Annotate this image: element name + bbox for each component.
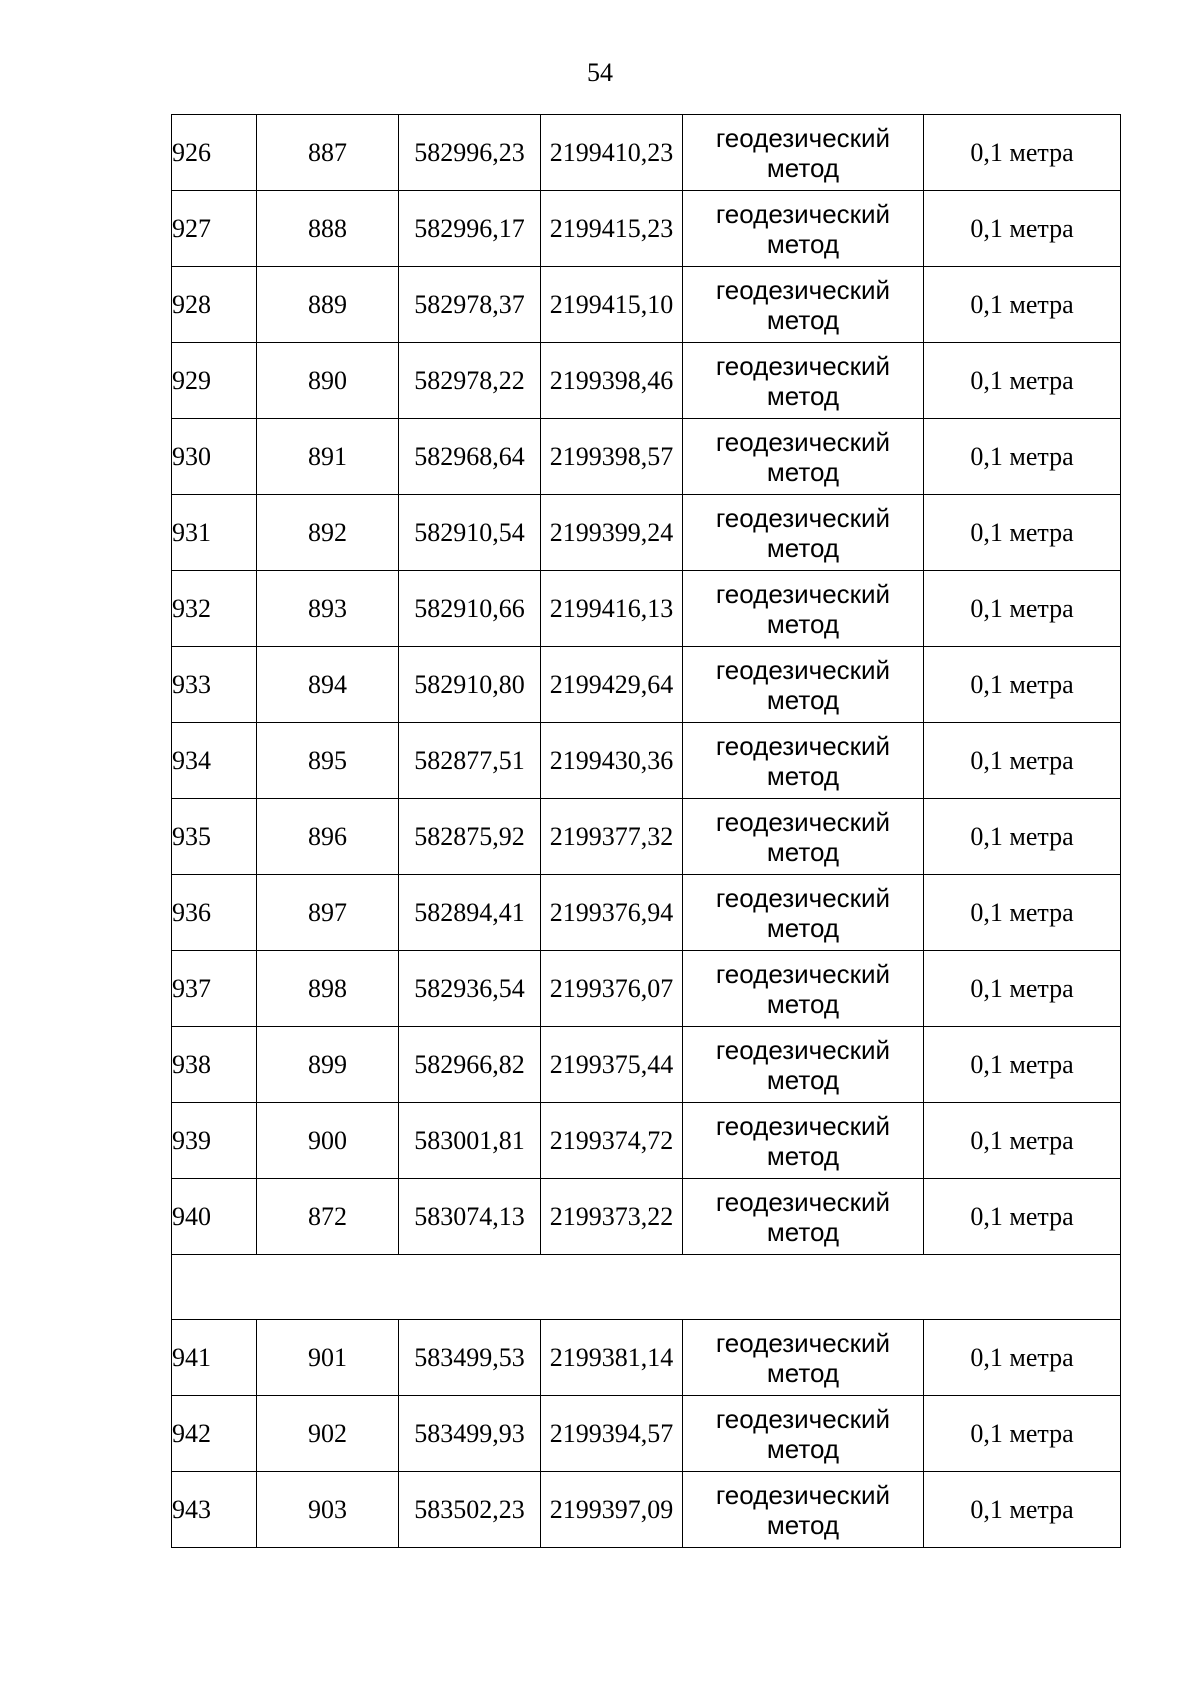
table-row (172, 1320, 1121, 1396)
determination-method (683, 1396, 924, 1472)
coordinate-y: 2199381,14 (541, 1320, 683, 1396)
table-row (172, 115, 1121, 191)
row-number: 934 (172, 723, 257, 799)
method-line-1: геодезический (715, 958, 891, 989)
point-number: 901 (257, 1320, 399, 1396)
method-line-1: геодезический (715, 1327, 891, 1358)
coordinate-y: 2199410,23 (541, 115, 683, 191)
point-number: 903 (257, 1472, 399, 1548)
row-number: 943 (172, 1472, 257, 1548)
page-number: 54 (587, 58, 613, 87)
coordinate-x: 583499,93 (399, 1396, 541, 1472)
method-line-2: метод (766, 1357, 840, 1388)
method-line-2: метод (766, 1140, 840, 1171)
table-row (172, 1396, 1121, 1472)
coordinate-y: 2199429,64 (541, 647, 683, 723)
row-number: 931 (172, 495, 257, 571)
separator-cell (172, 1255, 1121, 1320)
row-number: 933 (172, 647, 257, 723)
determination-method (683, 191, 924, 267)
method-line-2: метод (766, 1064, 840, 1095)
method-line-1: геодезический (715, 654, 891, 685)
coordinate-y: 2199398,46 (541, 343, 683, 419)
method-line-1: геодезический (715, 806, 891, 837)
row-number: 932 (172, 571, 257, 647)
coordinate-x: 583502,23 (399, 1472, 541, 1548)
point-number: 897 (257, 875, 399, 951)
method-line-1: геодезический (715, 1186, 891, 1217)
method-line-1: геодезический (715, 274, 891, 305)
coordinate-x: 582877,51 (399, 723, 541, 799)
row-number: 938 (172, 1027, 257, 1103)
point-number: 898 (257, 951, 399, 1027)
method-line-2: метод (766, 456, 840, 487)
point-number: 892 (257, 495, 399, 571)
row-number: 927 (172, 191, 257, 267)
determination-method (683, 343, 924, 419)
accuracy: 0,1 метра (924, 951, 1121, 1027)
row-number: 937 (172, 951, 257, 1027)
table-row (172, 723, 1121, 799)
coordinate-y: 2199373,22 (541, 1179, 683, 1255)
accuracy: 0,1 метра (924, 1320, 1121, 1396)
accuracy: 0,1 метра (924, 647, 1121, 723)
point-number: 890 (257, 343, 399, 419)
point-number: 895 (257, 723, 399, 799)
point-number: 896 (257, 799, 399, 875)
determination-method (683, 723, 924, 799)
accuracy: 0,1 метра (924, 343, 1121, 419)
method-line-1: геодезический (715, 1403, 891, 1434)
method-line-1: геодезический (715, 1479, 891, 1510)
determination-method (683, 875, 924, 951)
point-number: 894 (257, 647, 399, 723)
accuracy: 0,1 метра (924, 799, 1121, 875)
point-number: 899 (257, 1027, 399, 1103)
determination-method (683, 495, 924, 571)
method-line-1: геодезический (715, 198, 891, 229)
point-number: 891 (257, 419, 399, 495)
determination-method (683, 419, 924, 495)
coordinate-y: 2199415,23 (541, 191, 683, 267)
table-row (172, 1027, 1121, 1103)
coordinate-x: 583074,13 (399, 1179, 541, 1255)
table-row (172, 875, 1121, 951)
coordinate-x: 582968,64 (399, 419, 541, 495)
coordinate-y: 2199416,13 (541, 571, 683, 647)
coordinate-y: 2199398,57 (541, 419, 683, 495)
coordinate-x: 582966,82 (399, 1027, 541, 1103)
method-line-1: геодезический (715, 1034, 891, 1065)
method-line-1: геодезический (715, 350, 891, 381)
point-number: 902 (257, 1396, 399, 1472)
accuracy: 0,1 метра (924, 1396, 1121, 1472)
point-number: 888 (257, 191, 399, 267)
coordinate-y: 2199375,44 (541, 1027, 683, 1103)
determination-method (683, 1320, 924, 1396)
coordinate-x: 582996,17 (399, 191, 541, 267)
determination-method (683, 571, 924, 647)
method-line-2: метод (766, 912, 840, 943)
accuracy: 0,1 метра (924, 1027, 1121, 1103)
coordinate-x: 582910,54 (399, 495, 541, 571)
coordinate-x: 582875,92 (399, 799, 541, 875)
point-number: 872 (257, 1179, 399, 1255)
method-line-2: метод (766, 152, 840, 183)
determination-method (683, 1103, 924, 1179)
row-number: 929 (172, 343, 257, 419)
row-number: 941 (172, 1320, 257, 1396)
table-row (172, 951, 1121, 1027)
row-number: 926 (172, 115, 257, 191)
table-row (172, 1472, 1121, 1548)
coordinates-table-body (172, 115, 1121, 1548)
method-line-2: метод (766, 228, 840, 259)
method-line-2: метод (766, 608, 840, 639)
method-line-2: метод (766, 836, 840, 867)
row-number: 940 (172, 1179, 257, 1255)
point-number: 889 (257, 267, 399, 343)
determination-method (683, 267, 924, 343)
row-number: 936 (172, 875, 257, 951)
method-line-1: геодезический (715, 502, 891, 533)
method-line-1: геодезический (715, 426, 891, 457)
determination-method (683, 115, 924, 191)
accuracy: 0,1 метра (924, 1179, 1121, 1255)
accuracy: 0,1 метра (924, 191, 1121, 267)
row-number: 928 (172, 267, 257, 343)
method-line-1: геодезический (715, 1110, 891, 1141)
method-line-1: геодезический (715, 122, 891, 153)
method-line-2: метод (766, 304, 840, 335)
accuracy: 0,1 метра (924, 1103, 1121, 1179)
method-line-2: метод (766, 684, 840, 715)
table-row (172, 647, 1121, 723)
method-line-2: метод (766, 1216, 840, 1247)
method-line-2: метод (766, 988, 840, 1019)
determination-method (683, 1027, 924, 1103)
determination-method (683, 799, 924, 875)
coordinate-y: 2199397,09 (541, 1472, 683, 1548)
coordinate-y: 2199376,94 (541, 875, 683, 951)
coordinates-table (171, 114, 1121, 1548)
table-row (172, 1103, 1121, 1179)
coordinate-y: 2199376,07 (541, 951, 683, 1027)
method-line-1: геодезический (715, 578, 891, 609)
coordinate-x: 582978,22 (399, 343, 541, 419)
row-number: 942 (172, 1396, 257, 1472)
point-number: 893 (257, 571, 399, 647)
method-line-2: метод (766, 1509, 840, 1540)
table-row (172, 419, 1121, 495)
accuracy: 0,1 метра (924, 875, 1121, 951)
coordinate-x: 582910,66 (399, 571, 541, 647)
coordinate-x: 582910,80 (399, 647, 541, 723)
row-number: 930 (172, 419, 257, 495)
table-row (172, 495, 1121, 571)
determination-method (683, 1179, 924, 1255)
method-line-1: геодезический (715, 730, 891, 761)
method-line-2: метод (766, 380, 840, 411)
determination-method (683, 951, 924, 1027)
coordinate-y: 2199430,36 (541, 723, 683, 799)
accuracy: 0,1 метра (924, 723, 1121, 799)
coordinate-y: 2199377,32 (541, 799, 683, 875)
coordinate-y: 2199394,57 (541, 1396, 683, 1472)
coordinate-y: 2199399,24 (541, 495, 683, 571)
accuracy: 0,1 метра (924, 1472, 1121, 1548)
point-number: 900 (257, 1103, 399, 1179)
method-line-2: метод (766, 532, 840, 563)
coordinate-x: 583001,81 (399, 1103, 541, 1179)
table-row (172, 267, 1121, 343)
coordinate-x: 582894,41 (399, 875, 541, 951)
accuracy: 0,1 метра (924, 115, 1121, 191)
table-row (172, 571, 1121, 647)
coordinate-x: 583499,53 (399, 1320, 541, 1396)
determination-method (683, 1472, 924, 1548)
coordinate-x: 582978,37 (399, 267, 541, 343)
accuracy: 0,1 метра (924, 267, 1121, 343)
row-number: 939 (172, 1103, 257, 1179)
coordinate-y: 2199415,10 (541, 267, 683, 343)
method-line-2: метод (766, 760, 840, 791)
determination-method (683, 647, 924, 723)
row-number: 935 (172, 799, 257, 875)
coordinate-y: 2199374,72 (541, 1103, 683, 1179)
accuracy: 0,1 метра (924, 495, 1121, 571)
accuracy: 0,1 метра (924, 571, 1121, 647)
coordinate-x: 582936,54 (399, 951, 541, 1027)
method-line-1: геодезический (715, 882, 891, 913)
table-row (172, 343, 1121, 419)
table-row (172, 1179, 1121, 1255)
accuracy: 0,1 метра (924, 419, 1121, 495)
point-number: 887 (257, 115, 399, 191)
method-line-2: метод (766, 1433, 840, 1464)
separator-row (172, 1255, 1121, 1320)
table-row (172, 191, 1121, 267)
coordinate-x: 582996,23 (399, 115, 541, 191)
table-row (172, 799, 1121, 875)
